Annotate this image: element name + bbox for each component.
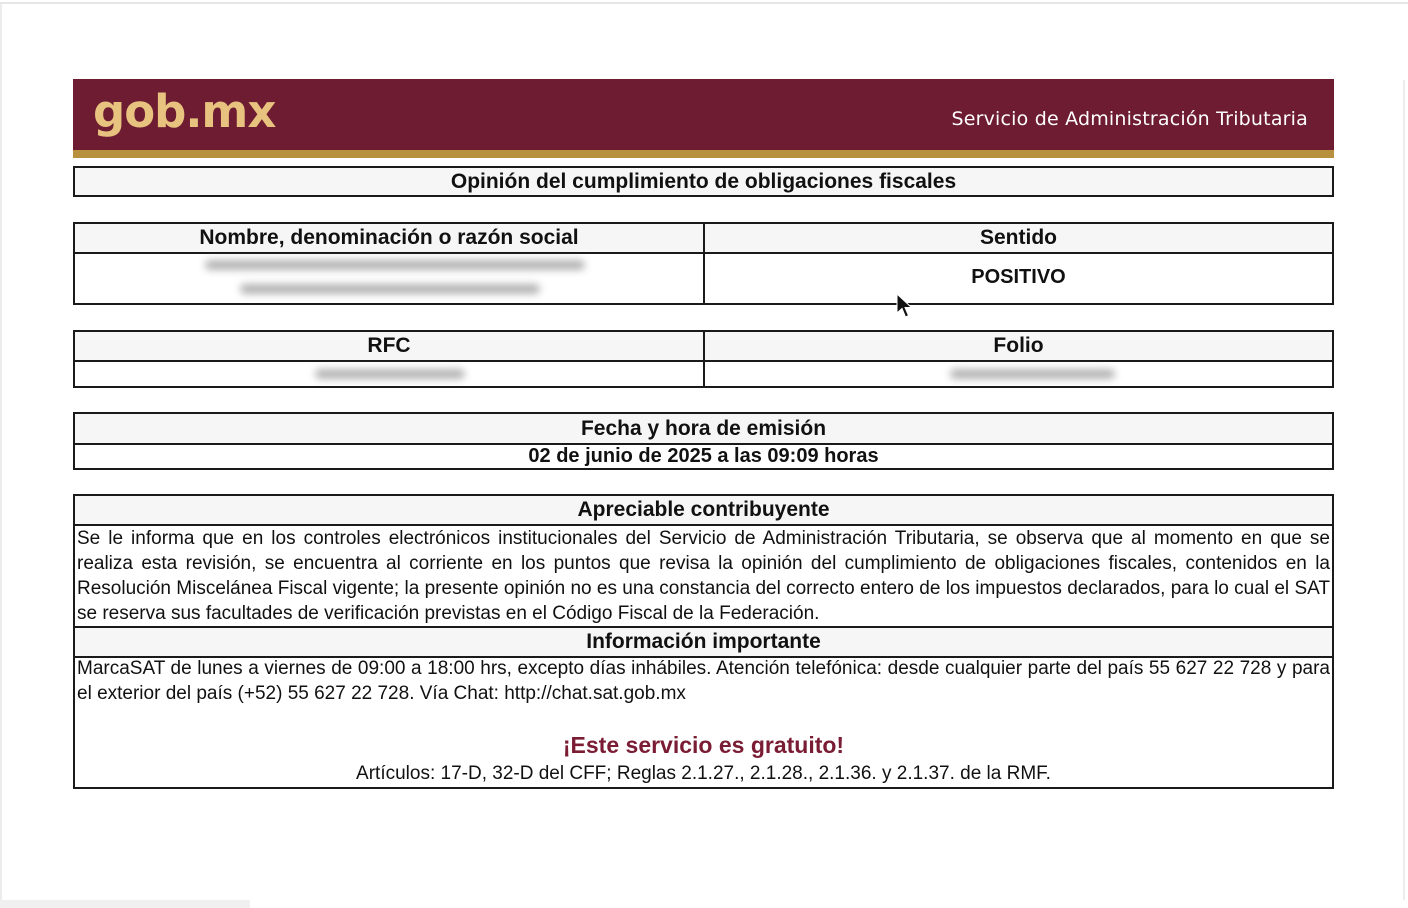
sense-value: POSITIVO	[971, 266, 1066, 288]
free-service-notice: ¡Este servicio es gratuito!	[562, 732, 845, 758]
rfc-folio-table	[73, 330, 1334, 388]
issue-value: 02 de junio de 2025 a las 09:09 horas	[528, 445, 879, 467]
viewer-right-edge	[1403, 80, 1405, 900]
redacted-rfc	[315, 369, 465, 379]
redacted-name-line-1	[205, 260, 585, 270]
legal-articles: Artículos: 17-D, 32-D del CFF; Reglas 2.1.27., 2.1.28., 2.1.36. y 2.1.37. de la RMF.	[356, 763, 1051, 784]
notice-table	[73, 494, 1334, 789]
document-title: Opinión del cumplimiento de obligaciones fiscales	[75, 168, 1332, 195]
info-text: MarcaSAT de lunes a viernes de 09:00 a 18:00 hrs, excepto días inhábiles. Atención telefónica: desde cualquier parte del país 55 627 22 728 y para el exterior del país (+52) 55 627 22 728. Vía Chat: http://chat.sat.gob.mx	[77, 658, 1330, 704]
gob-banner	[73, 79, 1334, 150]
agency-name: Servicio de Administración Tributaria	[951, 108, 1308, 130]
banner-gold-stripe	[73, 150, 1334, 158]
issue-label: Fecha y hora de emisión	[75, 414, 1332, 443]
viewer-top-edge	[0, 2, 1408, 4]
viewer-left-edge	[0, 4, 2, 908]
name-sense-table	[73, 222, 1334, 305]
name-label: Nombre, denominación o razón social	[199, 226, 579, 249]
info-label: Información importante	[75, 628, 1332, 656]
notice-text: Se le informa que en los controles electrónicos institucionales del Servicio de Administración Tributaria, se observa que al momento en que se realiza esta revisión, se encuentra al corriente en los puntos que revisa la opinión del cumplimiento de obligaciones fiscales, contenidos en la Resolución Miscelánea Fiscal vigente; la presente opinión no es una constancia del correcto entero de los impuestos declarados, para lo cual el SAT se reserva sus facultades de verificación previstas en el Código Fiscal de la Federación.	[77, 528, 1330, 624]
document-title-box	[73, 166, 1334, 197]
folio-label: Folio	[993, 334, 1044, 357]
sense-label: Sentido	[980, 226, 1057, 249]
gob-mx-logo: gob.mx	[93, 85, 276, 138]
issue-date-table	[73, 412, 1334, 470]
redacted-name-line-2	[240, 284, 540, 294]
mouse-cursor-icon	[896, 293, 914, 319]
notice-label: Apreciable contribuyente	[75, 496, 1332, 524]
rfc-label: RFC	[367, 334, 411, 357]
viewer-bottom-edge	[0, 900, 250, 908]
redacted-folio	[950, 369, 1115, 379]
